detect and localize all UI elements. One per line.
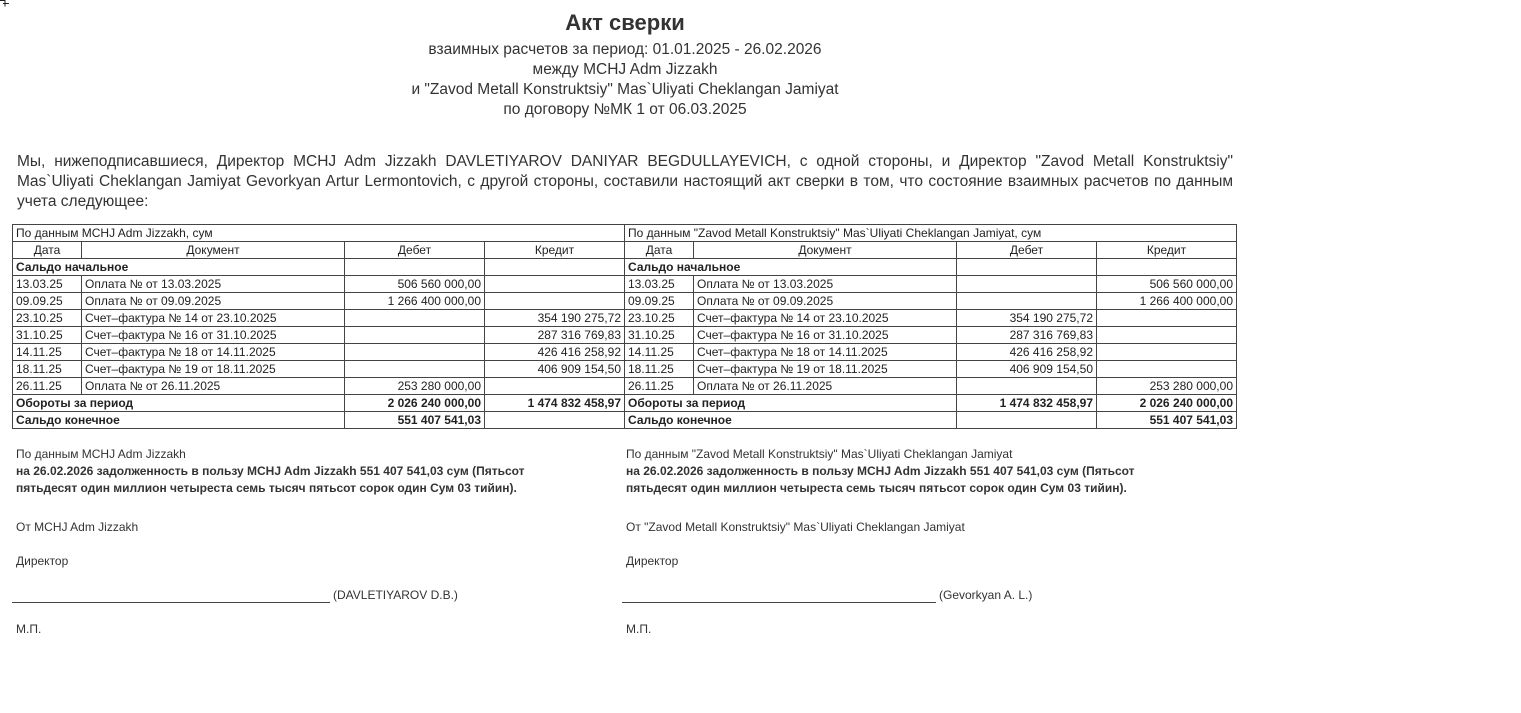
period-line: взаимных расчетов за период: 01.01.2025 - 26.02.2026 <box>428 41 822 58</box>
left-signer-name: (DAVLETIYAROV D.B.) <box>333 588 458 602</box>
col-date: Дата <box>625 242 694 259</box>
turnover-label: Обороты за период <box>13 395 345 412</box>
intro-paragraph: Мы, нижеподписавшиеся, Директор MCHJ Adm Jizzakh DAVLETIYAROV DANIYAR BEGDULLAYEVICH, с одной стороны, и Директор "Zavod Metall Konstruktsiy" Mas`Uliyati Cheklangan Jamiyat Gevorkyan Artur Lermontovich, с другой стороны, составили настоящий акт сверки в том, что состояние взаимных расчетов по данным учета следующее: <box>17 153 1233 210</box>
left-summary-line-2: пятьдесят один миллион четыреста семь тысяч пятьсот сорок один Сум 03 тийин). <box>16 481 517 495</box>
left-summary-line-1: на 26.02.2026 задолженность в пользу MCHJ Adm Jizzakh 551 407 541,03 сум (Пятьсот <box>16 464 525 478</box>
opening-label: Сальдо начальное <box>13 259 345 276</box>
table-row: 26.11.25 Оплата № от 26.11.2025 253 280 000,00 26.11.25 Оплата № от 26.11.2025 253 280 000,00 <box>13 378 1237 395</box>
left-stamp-label: М.П. <box>16 622 42 636</box>
right-stamp-label: М.П. <box>626 622 652 636</box>
party-header-row <box>13 225 1237 242</box>
right-summary-line-2: пятьдесят один миллион четыреста семь тысяч пятьсот сорок один Сум 03 тийин). <box>626 481 1127 495</box>
right-summary-line-1: на 26.02.2026 задолженность в пользу MCHJ Adm Jizzakh 551 407 541,03 сум (Пятьсот <box>626 464 1135 478</box>
opening-balance-row <box>13 259 1237 276</box>
table-row: 14.11.25 Счет–фактура № 18 от 14.11.2025 426 416 258,92 14.11.25 Счет–фактура № 18 от 14.11.2025 426 416 258,92 <box>13 344 1237 361</box>
resize-corner-icon <box>0 0 9 7</box>
document-title: Акт сверки <box>565 10 685 35</box>
closing-balance-row: Сальдо конечное 551 407 541,03 Сальдо конечное 551 407 541,03 <box>13 412 1237 429</box>
col-debit: Дебет <box>957 242 1097 259</box>
table-row: 13.03.25 Оплата № от 13.03.2025 506 560 000,00 13.03.25 Оплата № от 13.03.2025 506 560 000,00 <box>13 276 1237 293</box>
table-row: 23.10.25 Счет–фактура № 14 от 23.10.2025 354 190 275,72 23.10.25 Счет–фактура № 14 от 23.10.2025 354 190 275,72 <box>13 310 1237 327</box>
left-party-header: По данным MCHJ Adm Jizzakh, сум <box>13 225 625 242</box>
turnover-row: Обороты за период 2 026 240 000,00 1 474 832 458,97 Обороты за период 1 474 832 458,97 2 026 240 000,00 <box>13 395 1237 412</box>
turnover-label: Обороты за период <box>625 395 957 412</box>
party-line-1: между MCHJ Adm Jizzakh <box>532 61 718 78</box>
right-role: Директор <box>626 554 679 568</box>
right-signature-line <box>622 602 936 603</box>
table-row: 09.09.25 Оплата № от 09.09.2025 1 266 400 000,00 09.09.25 Оплата № от 09.09.2025 1 266 400 000,00 <box>13 293 1237 310</box>
closing-label: Сальдо конечное <box>13 412 345 429</box>
left-from: От MCHJ Adm Jizzakh <box>16 520 139 534</box>
left-signature-line <box>12 602 330 603</box>
col-credit: Кредит <box>485 242 625 259</box>
right-summary-caption: По данным "Zavod Metall Konstruktsiy" Mas`Uliyati Cheklangan Jamiyat <box>626 447 1013 461</box>
opening-label: Сальдо начальное <box>625 259 957 276</box>
left-role: Директор <box>16 554 69 568</box>
closing-label: Сальдо конечное <box>625 412 957 429</box>
right-signer-name: (Gevorkyan A. L.) <box>939 588 1033 602</box>
reconciliation-table <box>12 224 1237 429</box>
col-credit: Кредит <box>1097 242 1237 259</box>
right-party-header: По данным "Zavod Metall Konstruktsiy" Mas`Uliyati Cheklangan Jamiyat, сум <box>625 225 1237 242</box>
col-debit: Дебет <box>345 242 485 259</box>
left-summary-caption: По данным MCHJ Adm Jizzakh <box>16 447 186 461</box>
col-date: Дата <box>13 242 82 259</box>
table-row: 31.10.25 Счет–фактура № 16 от 31.10.2025 287 316 769,83 31.10.25 Счет–фактура № 16 от 31.10.2025 287 316 769,83 <box>13 327 1237 344</box>
party-line-2: и "Zavod Metall Konstruktsiy" Mas`Uliyati Cheklangan Jamiyat <box>411 81 839 98</box>
right-from: От "Zavod Metall Konstruktsiy" Mas`Uliyati Cheklangan Jamiyat <box>626 520 965 534</box>
contract-line: по договору №МК 1 от 06.03.2025 <box>503 101 747 118</box>
col-document: Документ <box>82 242 345 259</box>
table-row: 18.11.25 Счет–фактура № 19 от 18.11.2025 406 909 154,50 18.11.25 Счет–фактура № 19 от 18.11.2025 406 909 154,50 <box>13 361 1237 378</box>
column-header-row <box>13 242 1237 259</box>
col-document: Документ <box>694 242 957 259</box>
